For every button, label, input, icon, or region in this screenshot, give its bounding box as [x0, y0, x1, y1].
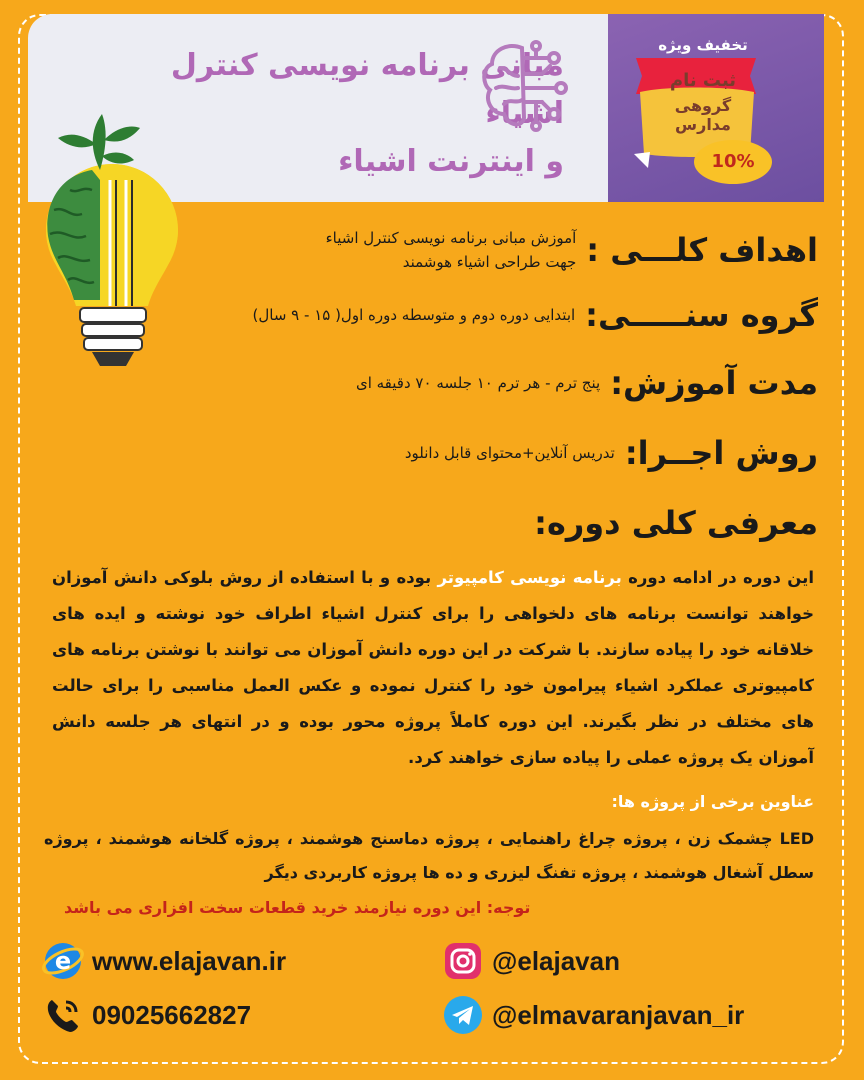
goals-value-line-2: جهت طراحی اشیاء هوشمند	[402, 253, 577, 271]
projects-list: LED چشمک زن ، پروژه چراغ راهنمایی ، پروژه دماسنج هوشمند ، پروژه گلخانه هوشمند ، پروژه سطل آشغال هوشمند ، پروژه تفنگ لیزری و ده ها پروژه کاربردی دیگر	[44, 829, 814, 882]
intro-paragraph	[52, 560, 814, 776]
telegram-contact[interactable]	[442, 994, 744, 1036]
svg-text:e: e	[54, 947, 72, 975]
hardware-note: توجه: این دوره نیازمند خرید قطعات سخت افزاری می باشد	[64, 898, 531, 917]
title-line-2: و اینترنت اشیاء	[338, 144, 564, 179]
goals-label: اهداف کلـــی :	[586, 231, 818, 269]
promo-line-1: ثبت نام	[669, 70, 737, 91]
projects-title: عناوین برخی از پروژه ها:	[611, 792, 814, 811]
lightbulb-brain-icon	[30, 110, 180, 390]
phone-number[interactable]: 09025662827	[92, 999, 252, 1030]
age-group-value: ابتدایی دوره دوم و متوسطه دوره اول( ۱۵ - ۹ سال)	[252, 306, 576, 324]
title-line-1: مبانی برنامه نویسی کنترل اشیاء	[170, 48, 564, 131]
instagram-handle[interactable]: @elajavan	[492, 945, 620, 976]
method-label: روش اجــرا:	[624, 434, 818, 472]
promo-label: تخفیف ویژه	[658, 36, 748, 54]
goals-value	[326, 226, 577, 274]
promo-percent: 10%	[694, 140, 772, 184]
website-link[interactable]: www.elajavan.ir	[92, 945, 287, 976]
goals-value-line-1: آموزش مبانی برنامه نویسی کنترل اشیاء	[325, 229, 577, 247]
intro-title: معرفی کلی دوره:	[534, 504, 818, 542]
internet-explorer-icon	[42, 940, 84, 982]
phone-contact[interactable]	[42, 994, 251, 1036]
telegram-handle[interactable]: @elmavaranjavan_ir	[492, 999, 745, 1030]
phone-icon	[42, 994, 84, 1036]
instagram-contact[interactable]	[442, 940, 620, 982]
method-value: تدریس آنلاین+محتوای قابل دانلود	[404, 444, 615, 462]
intro-highlight: برنامه نویسی کامپیوتر	[437, 568, 622, 587]
brain-circuit-icon	[478, 38, 570, 134]
instagram-icon	[442, 940, 484, 982]
intro-text-rest: بوده و با استفاده از روش بلوکی دانش آموزان خواهند توانست برنامه های دلخواهی را برای کنترل اشیاء اطراف خود نوشته و ایده های خلاقانه خود را پیاده سازند. با شرکت در این دوره دانش آموزان می توانند با نوشتن برنامه های کامپیوتری عملکرد اشیاء پیرامون خود را کنترل نموده و عکس العمل مناسبی را برای حالت های مختلف در نظر بگیرند. این دوره کاملاً پروژه محور بوده و در انتهای هر جلسه دانش آموزان یک پروژه عملی را پیاده سازی خواهند کرد.	[52, 568, 814, 767]
duration-row	[356, 364, 818, 402]
telegram-icon	[442, 994, 484, 1036]
website-contact[interactable]	[42, 940, 286, 982]
duration-label: مدت آموزش:	[610, 364, 818, 402]
duration-value: پنج ترم - هر ترم ۱۰ جلسه ۷۰ دقیقه ای	[355, 374, 601, 392]
promo-line-2: گروهی مدارس	[674, 96, 732, 134]
age-group-row	[253, 296, 819, 334]
age-group-label: گروه سنـــــی:	[585, 296, 818, 334]
method-row	[405, 434, 818, 472]
intro-text-start: این دوره در ادامه دوره	[621, 568, 814, 587]
goals-row	[326, 226, 818, 274]
